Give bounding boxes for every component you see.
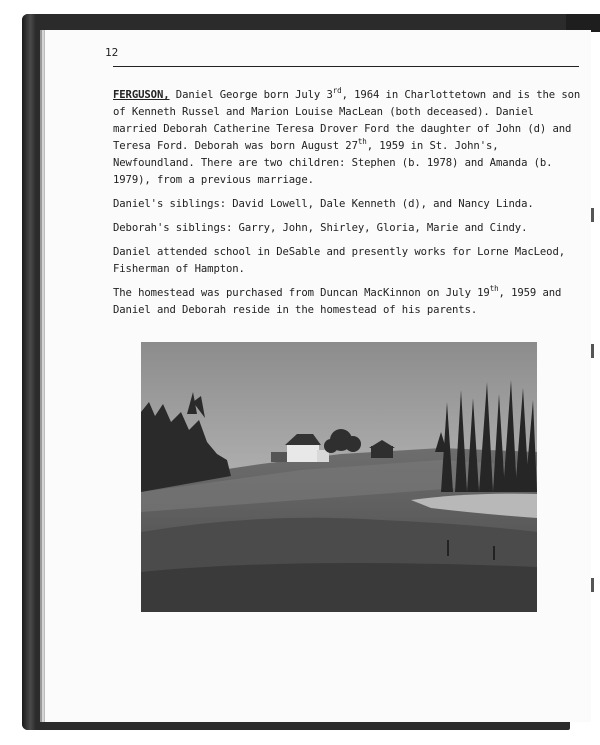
binder-spine <box>22 14 36 730</box>
ordinal-suffix: th <box>489 284 499 293</box>
intro-text-b: , 1964 in Charlottetown and is the son of Kenneth Russel and Marion Louise MacLean (both deceased). Daniel married Deborah Catherine Teresa Drover Ford the daughter of John (d) and Teresa Ford. Deborah was born August 27 <box>113 89 581 152</box>
entry-surname: FERGUSON, <box>113 89 170 101</box>
homestead-text-a: The homestead was purchased from Duncan MacKinnon on July 19 <box>113 287 490 299</box>
daniel-siblings: Daniel's siblings: David Lowell, Dale Kenneth (d), and Nancy Linda. <box>113 198 534 210</box>
page-edge-mark <box>591 578 594 592</box>
employment-paragraph: Daniel attended school in DeSable and presently works for Lorne MacLeod, Fisherman of Hampton. <box>113 246 566 275</box>
family-entry <box>113 87 583 326</box>
homestead-photo-image <box>141 342 537 612</box>
ordinal-suffix: th <box>357 137 367 146</box>
ordinal-suffix: rd <box>332 86 342 95</box>
page-number: 12 <box>105 46 119 59</box>
entry-paragraph-intro <box>113 87 583 189</box>
intro-text-a: Daniel George born July 3 <box>169 89 333 101</box>
homestead-paragraph <box>113 285 583 319</box>
document-page <box>44 30 591 722</box>
page-edge-mark <box>591 344 594 358</box>
deborah-siblings: Deborah's siblings: Garry, John, Shirley, Gloria, Marie and Cindy. <box>113 222 528 234</box>
intro-text-c: , 1959 in St. John's, Newfoundland. There are two children: Stephen (b. 1978) and Amanda (b. 1979), from a previous marriage. <box>113 140 553 186</box>
page-edge-mark <box>591 208 594 222</box>
homestead-text-b: , 1959 and Daniel and Deborah reside in the homestead of his parents. <box>113 287 562 316</box>
header-rule <box>113 66 579 67</box>
homestead-photo <box>141 342 537 612</box>
